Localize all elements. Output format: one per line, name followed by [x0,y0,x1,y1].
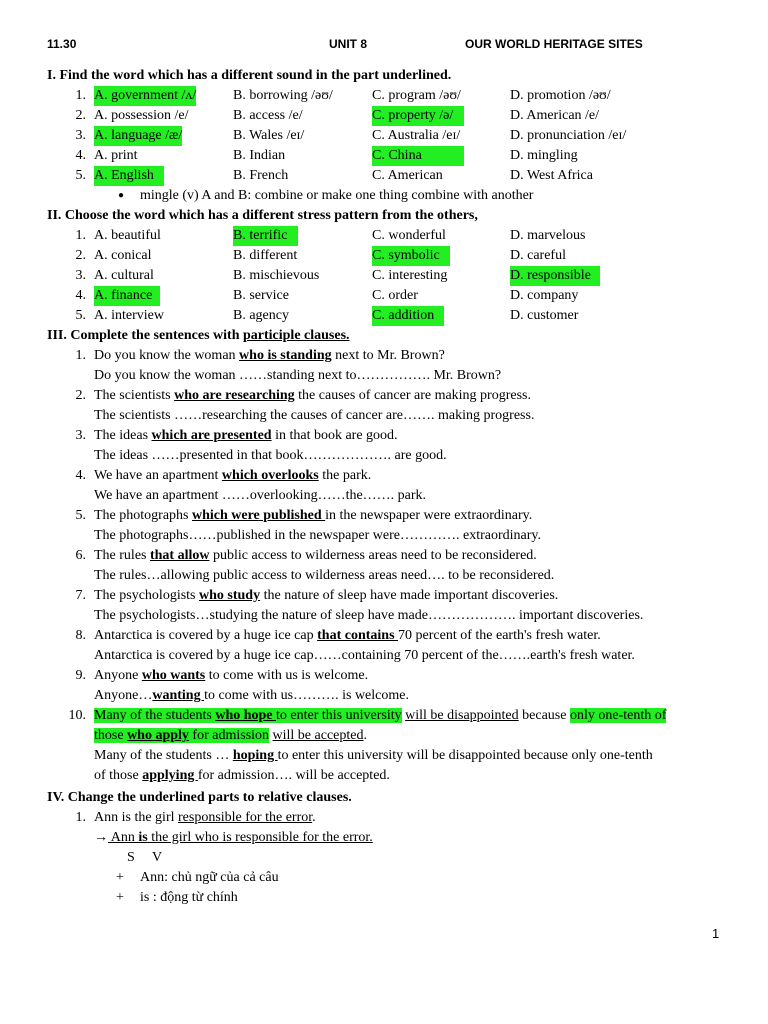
section-2-heading: II. Choose the word which has a different stress pattern from the others, [47,208,478,223]
option-b: B. mischievous [233,268,320,283]
plus-icon: + [116,870,124,885]
option-c: C. order [372,288,418,303]
arrow-right-icon: → [94,830,108,845]
ex2-row: 4. A. finance B. service C. order D. company [0,286,768,306]
ex3-question: 10. Many of the students who hope to enter this university will be disappointed because only one-tenth of [68,708,667,723]
option-d: D. pronunciation /eɪ/ [510,128,627,143]
ex2-row: 3. A. cultural B. mischievous C. interesting D. responsible [0,266,768,286]
bullet-note: ● mingle (v) A and B: combine or make one thing combine with another [0,186,768,206]
option-d: D. responsible [510,266,600,286]
ex3-answer: Many of the students … hoping to enter this university will be disappointed because only one-tenth [94,748,653,763]
page-number: 1 [712,926,720,941]
option-a: A. finance [94,286,160,306]
header-date: 11.30 [47,37,77,51]
option-a: A. English [94,166,164,186]
note-item: + Ann: chủ ngữ của cả câu [0,868,768,888]
section-1-heading: I. Find the word which has a different sound in the part underlined. [47,68,452,83]
ex4-question: 1. Ann is the girl responsible for the error. [75,810,316,825]
ex1-row: 1. A. government /ʌ/ B. borrowing /əʊ/ C. program /əʊ/ D. promotion /əʊ/ [0,86,768,106]
option-a: A. beautiful [94,228,161,243]
option-c: C. wonderful [372,228,446,243]
ex1-row: 4. A. print B. Indian C. China D. mingling [0,146,768,166]
ex3-question: 3. The ideas which are presented in that book are good. [75,428,398,443]
option-c: C. property /ə/ [372,106,464,126]
ex2-row: 5. A. interview B. agency C. addition D. customer [0,306,768,326]
ex3-question: 9. Anyone who wants to come with us is welcome. [75,668,369,683]
option-c: C. China [372,146,464,166]
option-a: A. language /æ/ [94,126,182,146]
option-d: D. customer [510,308,579,323]
ex3-answer: The psychologists…studying the nature of sleep have made………………. important discoveries. [94,608,644,623]
option-b: B. different [233,248,298,263]
option-b: B. Wales /eɪ/ [233,128,305,143]
ex4-answer: → Ann is the girl who is responsible for the error. [94,830,373,845]
option-c: C. addition [372,306,444,326]
option-b: B. borrowing /əʊ/ [233,88,333,103]
ex1-row: 3. A. language /æ/ B. Wales /eɪ/ C. Australia /eɪ/ D. pronunciation /eɪ/ [0,126,768,146]
ex3-answer: Antarctica is covered by a huge ice cap……containing 70 percent of the…….earth's fresh water. [94,648,635,663]
option-b: B. service [233,288,289,303]
option-c: C. interesting [372,268,448,283]
option-b: B. access /e/ [233,108,303,123]
option-a: A. conical [94,248,152,263]
option-a: A. possession /e/ [94,108,189,123]
option-c: C. Australia /eɪ/ [372,128,461,143]
option-d: D. marvelous [510,228,586,243]
option-d: D. promotion /əʊ/ [510,88,611,103]
ex3-question: 8. Antarctica is covered by a huge ice cap that contains 70 percent of the earth's fresh water. [75,628,601,643]
subject-verb-label: S V [127,850,163,865]
ex3-answer: The ideas ……presented in that book………………. are good. [94,448,447,463]
header-unit: UNIT 8 [329,37,368,51]
ex3-question: 2. The scientists who are researching the causes of cancer are making progress. [75,388,531,403]
ex3-question: 5. The photographs which were published in the newspaper were extraordinary. [75,508,533,523]
option-a: A. interview [94,308,164,323]
ex3-answer-cont: of those applying for admission…. will be accepted. [94,768,390,783]
note-item: + is : động từ chính [0,888,768,908]
option-b: B. Indian [233,148,286,163]
ex2-row: 1. A. beautiful B. terrific C. wonderful D. marvelous [0,226,768,246]
option-b: B. terrific [233,226,298,246]
option-d: D. West Africa [510,168,593,183]
ex3-answer: The rules…allowing public access to wilderness areas need…. to be reconsidered. [94,568,555,583]
plus-icon: + [116,890,124,905]
option-a: A. government /ʌ/ [94,86,196,106]
option-c: C. American [372,168,443,183]
option-d: D. American /e/ [510,108,600,123]
section-3-heading: III. Complete the sentences with participle clauses. [47,328,350,343]
ex3-answer: The scientists ……researching the causes of cancer are……. making progress. [94,408,535,423]
option-d: D. careful [510,248,566,263]
option-a: A. print [94,148,138,163]
option-d: D. company [510,288,579,303]
ex3-question-cont: those who apply for admission will be accepted. [94,728,367,743]
ex3-answer: We have an apartment ……overlooking……the……. park. [94,488,427,503]
ex1-row: 2. A. possession /e/ B. access /e/ C. property /ə/ D. American /e/ [0,106,768,126]
ex1-row: 5. A. English B. French C. American D. West Africa [0,166,768,186]
ex2-row: 2. A. conical B. different C. symbolic D. careful [0,246,768,266]
option-b: B. agency [233,308,289,323]
option-c: C. program /əʊ/ [372,88,461,103]
ex3-answer: The photographs……published in the newspaper were…………. extraordinary. [94,528,541,543]
ex3-answer: Anyone…wanting to come with us………. is welcome. [94,688,409,703]
option-d: D. mingling [510,148,578,163]
option-c: C. symbolic [372,246,450,266]
ex3-question: 1. Do you know the woman who is standing next to Mr. Brown? [75,348,445,363]
ex3-question: 4. We have an apartment which overlooks the park. [75,468,372,483]
option-a: A. cultural [94,268,154,283]
ex3-answer: Do you know the woman ……standing next to……………. Mr. Brown? [94,368,502,383]
ex3-question: 6. The rules that allow public access to wilderness areas need to be reconsidered. [75,548,537,563]
ex3-question: 7. The psychologists who study the nature of sleep have made important discoveries. [75,588,559,603]
header-title: OUR WORLD HERITAGE SITES [465,37,643,51]
option-b: B. French [233,168,289,183]
section-4-heading: IV. Change the underlined parts to relative clauses. [47,790,352,805]
bullet-icon: ● [118,190,125,201]
